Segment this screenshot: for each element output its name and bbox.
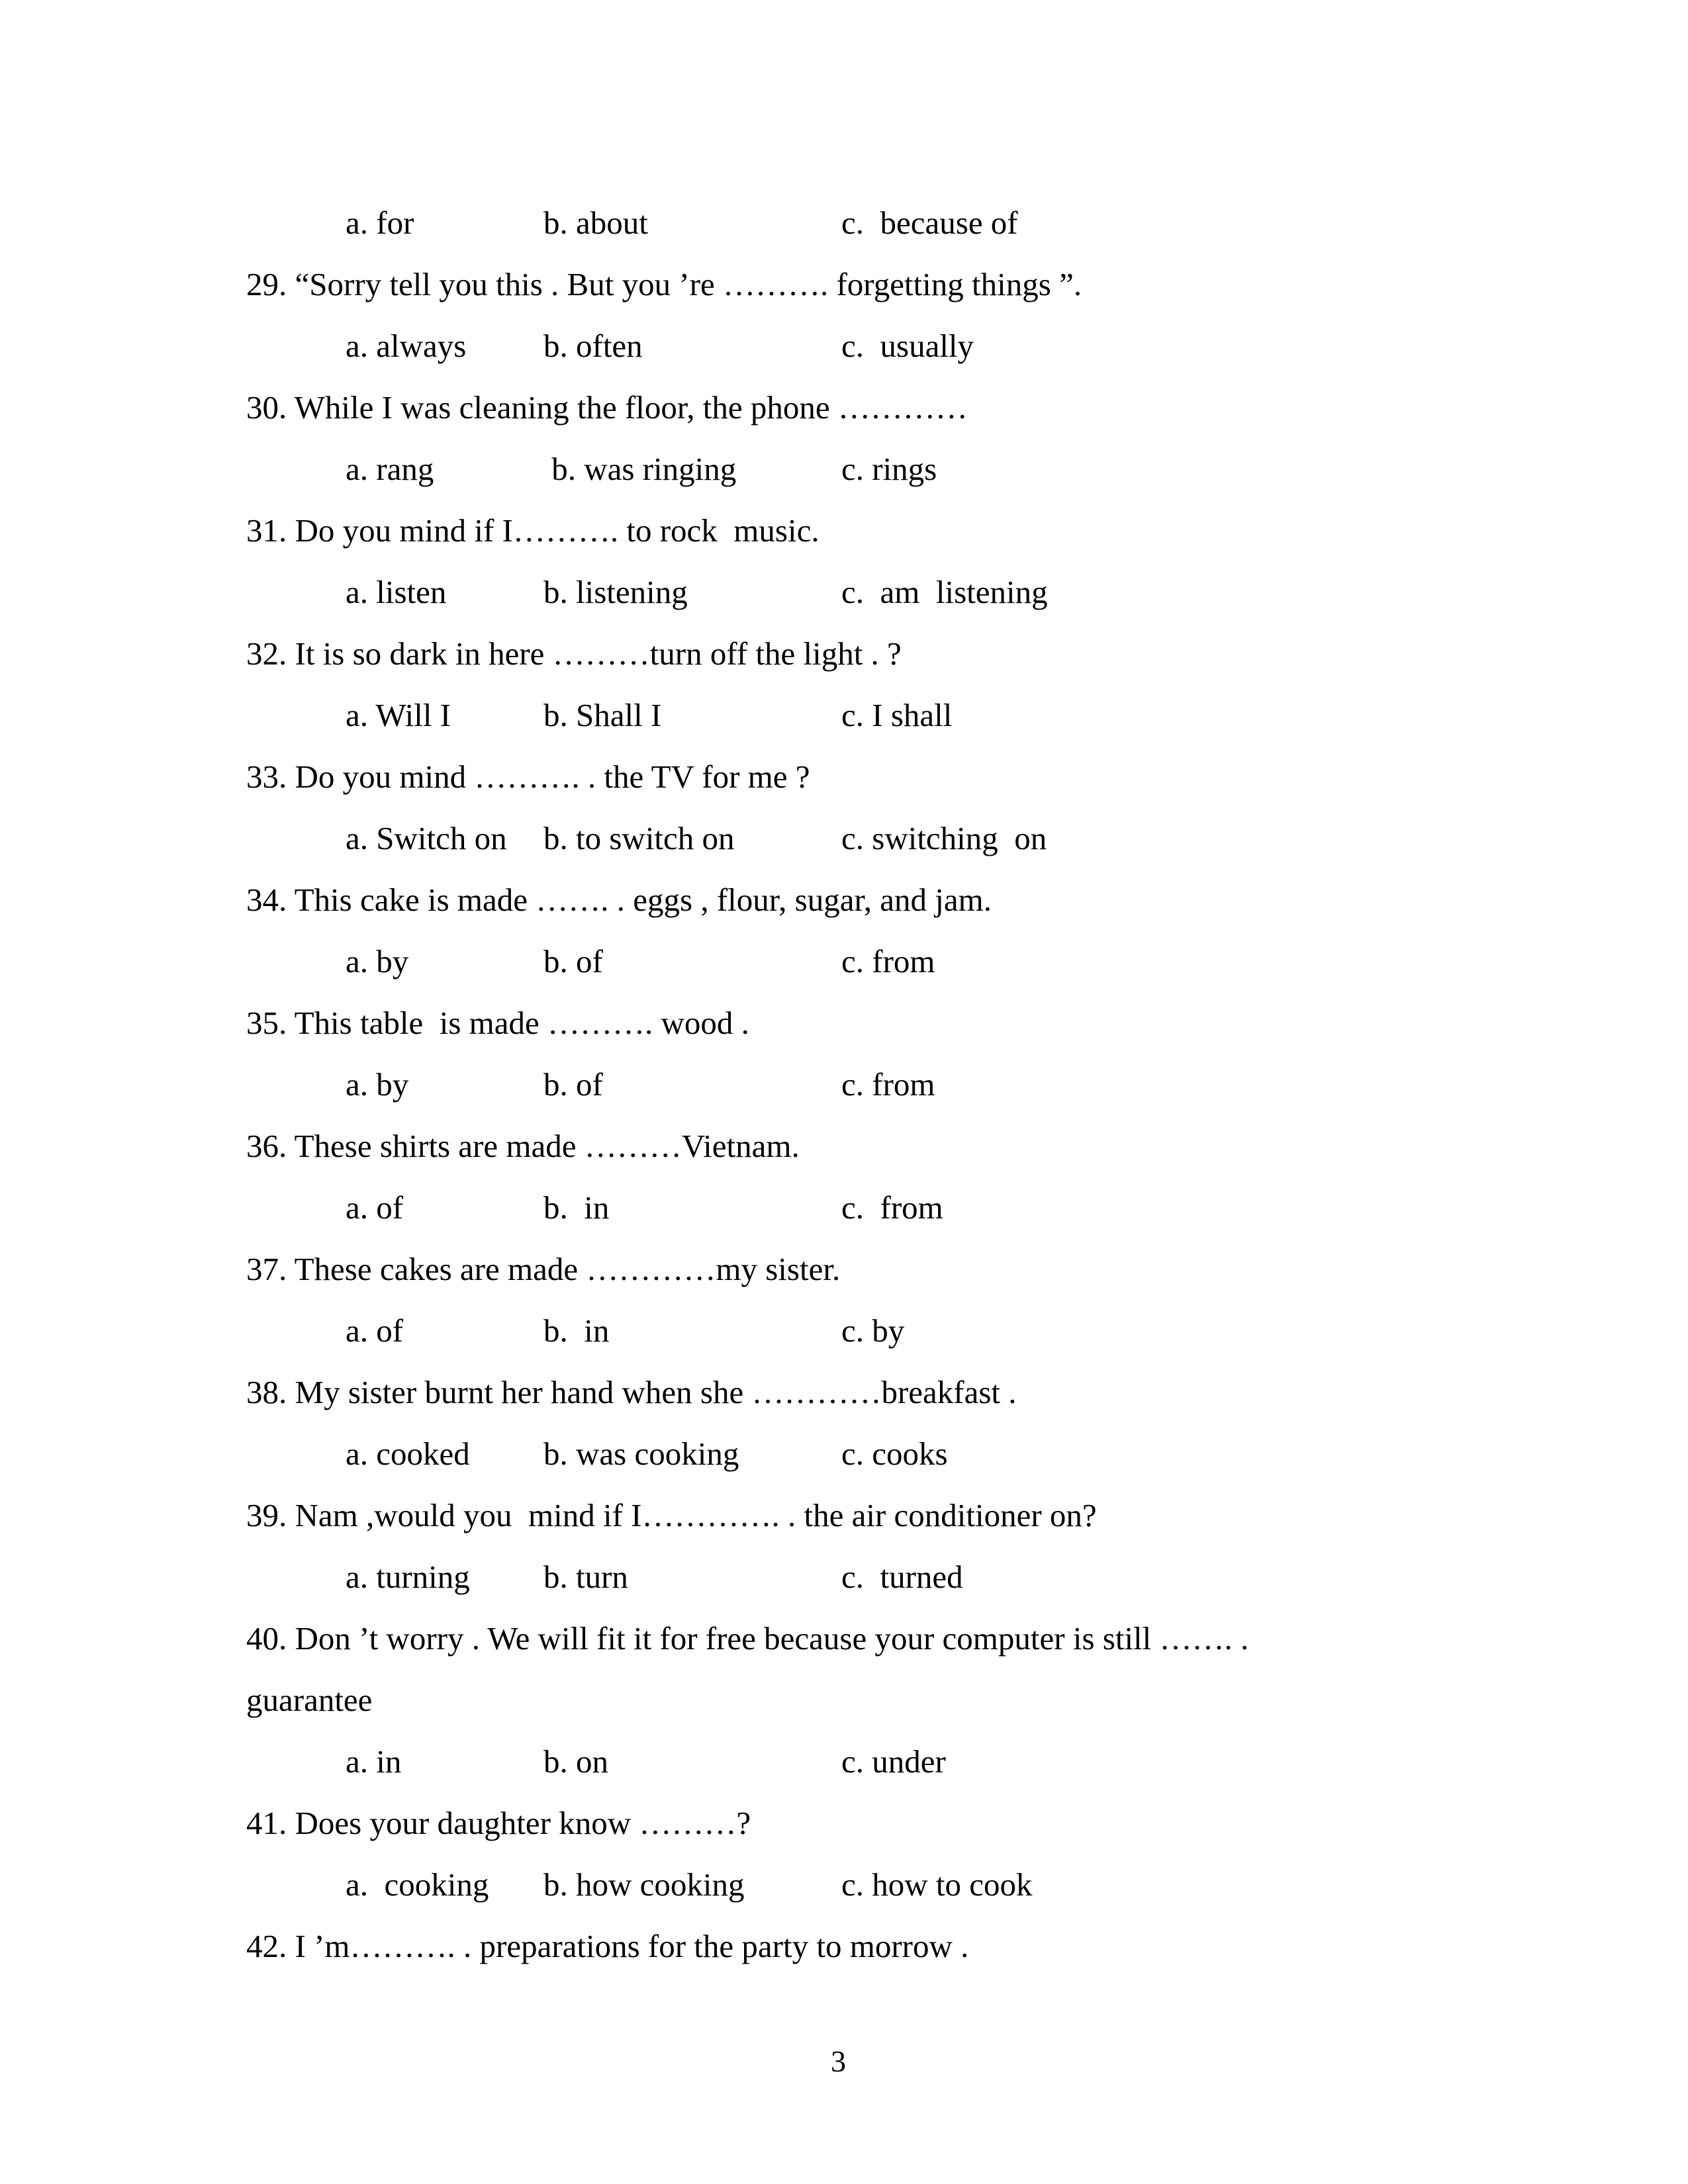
answer-options-row (246, 1177, 1438, 1238)
option-b: b. Shall I (543, 697, 662, 733)
option-c: c. because of (841, 205, 1018, 241)
option-c: c. am listening (841, 574, 1048, 610)
option-b: b. to switch on (543, 820, 735, 856)
option-b: b. was ringing (543, 451, 737, 487)
option-c: c. from (841, 943, 935, 979)
option-c: c. how to cook (841, 1866, 1033, 1903)
question-text: 33. Do you mind ………. . the TV for me ? (246, 758, 810, 795)
option-b: b. about (543, 205, 648, 241)
question-text: 34. This cake is made ……. . eggs , flour, sugar, and jam. (246, 882, 992, 918)
option-b: b. often (543, 328, 643, 364)
answer-options-row (246, 684, 1438, 746)
option-b: b. listening (543, 574, 688, 610)
option-c: c. from (841, 1189, 943, 1226)
option-a: a. of (346, 1189, 404, 1226)
question-text: 29. “Sorry tell you this . But you ’re ………. forgetting things ”. (246, 266, 1082, 302)
option-b: b. of (543, 943, 603, 979)
option-a: a. cooked (346, 1435, 470, 1472)
option-a: a. turning (346, 1559, 470, 1595)
question-text: 40. Don ’t worry . We will fit it for free because your computer is still ……. . (246, 1620, 1249, 1657)
option-a: a. always (346, 328, 467, 364)
question-list (246, 192, 1438, 1977)
answer-options-row (246, 807, 1438, 869)
answer-options-row (246, 1423, 1438, 1484)
question-text: 32. It is so dark in here ………turn off the light . ? (246, 635, 902, 672)
question-text: 31. Do you mind if I………. to rock music. (246, 512, 820, 549)
answer-options-row (246, 192, 1438, 253)
option-c: c. switching on (841, 820, 1047, 856)
option-a: a. of (346, 1312, 404, 1349)
option-a: a. by (346, 943, 409, 979)
option-c: c. under (841, 1743, 946, 1780)
option-c: c. from (841, 1066, 935, 1103)
option-c: c. cooks (841, 1435, 948, 1472)
option-c: c. I shall (841, 697, 953, 733)
page-number: 3 (831, 2044, 846, 2078)
option-a: a. Switch on (346, 820, 507, 856)
answer-options-row (246, 1546, 1438, 1608)
answer-options-row (246, 315, 1438, 377)
option-a: a. cooking (346, 1866, 489, 1903)
option-c: c. by (841, 1312, 905, 1349)
option-c: c. usually (841, 328, 974, 364)
option-a: a. listen (346, 574, 447, 610)
answer-options-row (246, 1300, 1438, 1361)
option-b: b. was cooking (543, 1435, 739, 1472)
option-a: a. rang (346, 451, 434, 487)
answer-options-row (246, 1731, 1438, 1792)
question-text: 30. While I was cleaning the floor, the phone ………… (246, 389, 968, 426)
option-b: b. in (543, 1312, 610, 1349)
option-c: c. turned (841, 1559, 963, 1595)
question-text: 42. I ’m………. . preparations for the party to morrow . (246, 1928, 969, 1964)
option-a: a. for (346, 205, 414, 241)
option-c: c. rings (841, 451, 937, 487)
question-text: guarantee (246, 1682, 373, 1718)
answer-options-row (246, 931, 1438, 992)
question-text: 35. This table is made ………. wood . (246, 1005, 749, 1041)
answer-options-row (246, 1054, 1438, 1115)
question-text: 36. These shirts are made ………Vietnam. (246, 1128, 800, 1164)
question-text: 39. Nam ,would you mind if I…………. . the air conditioner on? (246, 1497, 1097, 1533)
option-b: b. turn (543, 1559, 628, 1595)
option-b: b. on (543, 1743, 608, 1780)
answer-options-row (246, 438, 1438, 500)
answer-options-row (246, 1854, 1438, 1915)
question-text: 38. My sister burnt her hand when she …………breakfast . (246, 1374, 1017, 1410)
option-a: a. Will I (346, 697, 451, 733)
question-text: 37. These cakes are made …………my sister. (246, 1251, 841, 1287)
answer-options-row (246, 561, 1438, 623)
option-b: b. in (543, 1189, 610, 1226)
option-b: b. how cooking (543, 1866, 745, 1903)
question-text: 41. Does your daughter know ………? (246, 1805, 751, 1841)
option-a: a. by (346, 1066, 409, 1103)
option-a: a. in (346, 1743, 402, 1780)
option-b: b. of (543, 1066, 603, 1103)
